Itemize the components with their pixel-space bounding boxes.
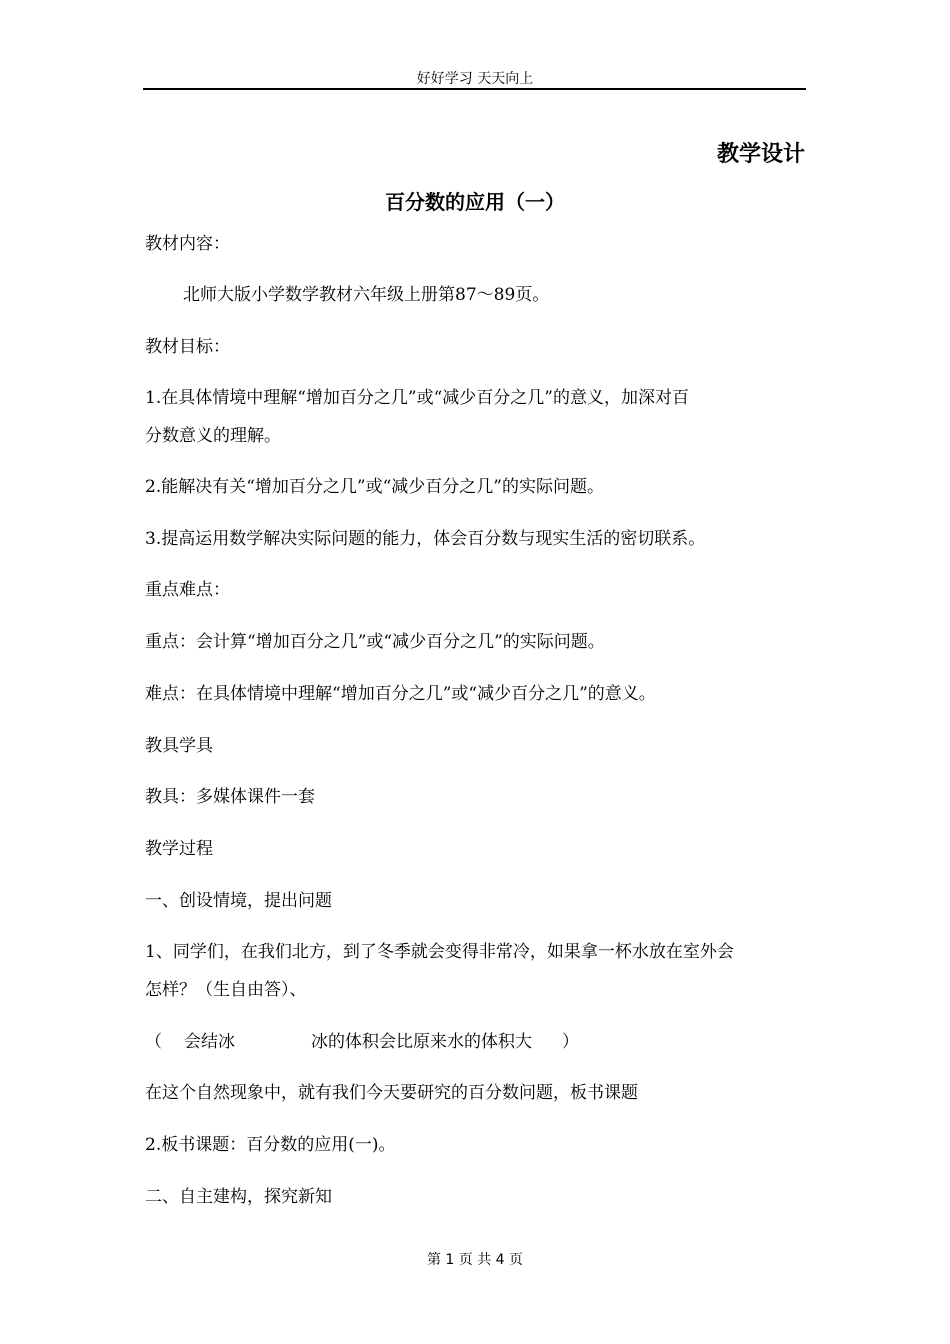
step-1-question-line-1: 1、同学们，在我们北方，到了冬季就会变得非常冷，如果拿一杯水放在室外会 xyxy=(145,942,734,962)
materials-text: 北师大版小学数学教材六年级上册第87～89页。 xyxy=(183,285,550,305)
page-header: 好好学习 天天向上 xyxy=(416,71,534,87)
step-2-board-title: 2.板书课题：百分数的应用(一)。 xyxy=(145,1135,396,1155)
answer-part-1: 会结冰 xyxy=(184,1032,235,1052)
phenomenon-text: 在这个自然现象中，就有我们今天要研究的百分数问题，板书课题 xyxy=(145,1083,638,1103)
key-point: 重点：会计算“增加百分之几”或“减少百分之几”的实际问题。 xyxy=(145,632,605,652)
answer-close-paren: ） xyxy=(562,1032,579,1052)
goal-1-line-1: 1.在具体情境中理解“增加百分之几”或“减少百分之几”的意义，加深对百 xyxy=(145,388,689,408)
step-1-question-line-2: 怎样？（生自由答）、 xyxy=(145,980,307,1000)
answer-part-2: 冰的体积会比原来水的体积大 xyxy=(311,1032,532,1052)
step-1-heading: 一、创设情境，提出问题 xyxy=(145,891,332,911)
page-footer: 第 1 页 共 4 页 xyxy=(426,1252,524,1268)
teaching-aids-text: 教具：多媒体课件一套 xyxy=(145,787,315,807)
document-type-heading: 教学设计 xyxy=(716,141,805,167)
goal-1-line-2: 分数意义的理解。 xyxy=(145,426,281,446)
goal-3: 3.提高运用数学解决实际问题的能力，体会百分数与现实生活的密切联系。 xyxy=(145,529,706,549)
section-heading-key-points: 重点难点： xyxy=(145,580,230,600)
expected-answer-line xyxy=(145,1027,579,1052)
section-heading-goals: 教材目标： xyxy=(145,337,230,357)
section-heading-materials: 教材内容： xyxy=(145,234,230,254)
step-2-heading: 二、自主建构，探究新知 xyxy=(145,1187,332,1207)
header-divider xyxy=(143,88,806,90)
answer-open-paren: （ xyxy=(145,1032,162,1052)
goal-2: 2.能解决有关“增加百分之几”或“减少百分之几”的实际问题。 xyxy=(145,477,604,497)
section-heading-teaching-aids: 教具学具 xyxy=(145,736,213,756)
difficult-point: 难点：在具体情境中理解“增加百分之几”或“减少百分之几”的意义。 xyxy=(145,684,656,704)
section-heading-teaching-process: 教学过程 xyxy=(145,839,213,859)
document-title: 百分数的应用（一） xyxy=(385,190,565,214)
